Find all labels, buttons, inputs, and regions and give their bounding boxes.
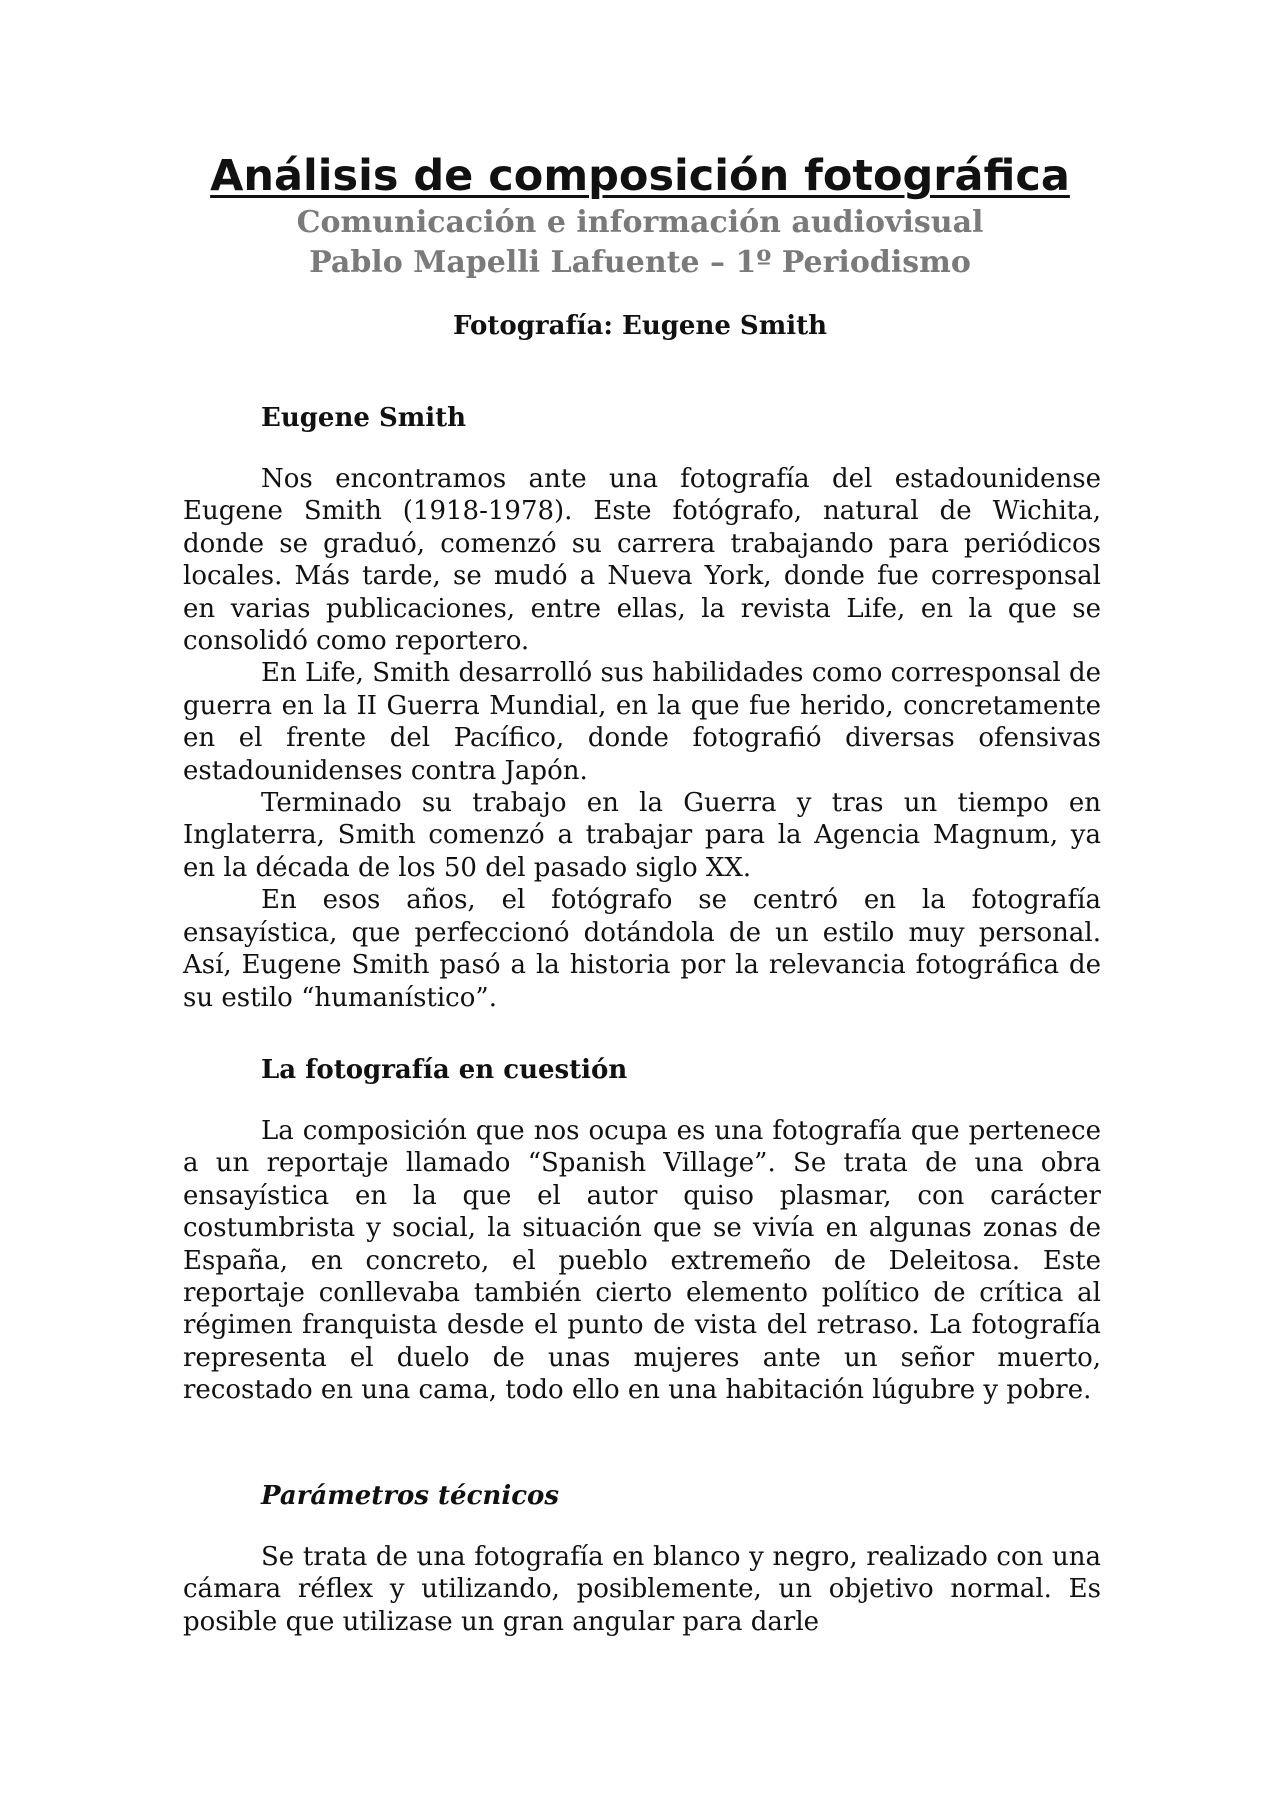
document-title: Análisis de composición fotográfica [210,151,1070,201]
photo-credit: Fotografía: Eugene Smith [452,311,828,341]
section-heading-photo-analysis: La fotografía en cuestión [261,1055,628,1085]
section-body-eugene-smith [183,463,1101,1014]
paragraph: Se trata de una fotografía en blanco y negro, realizado con una cámara réflex y utilizando, posiblemente, un objetivo normal. Es posible que utilizase un gran angular para darle [183,1542,1101,1637]
section-heading-technical-parameters: Parámetros técnicos [261,1481,560,1511]
section-heading-eugene-smith: Eugene Smith [261,403,467,433]
paragraph: Nos encontramos ante una fotografía del estadounidense Eugene Smith (1918-1978). Este fotógrafo, natural de Wichita, donde se graduó, comenzó su carrera trabajando para periódicos locales. Más tarde, se mudó a Nueva York, donde fue corresponsal en varias publicaciones, entre ellas, la revista Life, en la que se consolidó como reportero. [183,464,1101,657]
paragraph: Terminado su trabajo en la Guerra y tras un tiempo en Inglaterra, Smith comenzó a trabajar para la Agencia Magnum, ya en la década de los 50 del pasado siglo XX. [183,788,1101,883]
author-subtitle: Pablo Mapelli Lafuente – 1º Periodismo [309,245,971,280]
section-body-technical-parameters [183,1541,1101,1638]
paragraph: En Life, Smith desarrolló sus habilidades como corresponsal de guerra en la II Guerra Mundial, en la que fue herido, concretamente en el frente del Pacífico, donde fotografió diversas ofensivas estadounidenses contra Japón. [183,658,1101,786]
course-subtitle: Comunicación e información audiovisual [296,205,984,240]
paragraph: La composición que nos ocupa es una fotografía que pertenece a un reportaje llamado “Spanish Village”. Se trata de una obra ensayística en la que el autor quiso plasmar, con carácter costumbrista y social, la situación que se vivía en algunas zonas de España, en concreto, el pueblo extremeño de Deleitosa. Este reportaje conllevaba también cierto elemento político de crítica al régimen franquista desde el punto de vista del retraso. La fotografía representa el duelo de unas mujeres ante un señor muerto, recostado en una cama, todo ello en una habitación lúgubre y pobre. [183,1116,1101,1406]
section-body-photo-analysis [183,1115,1101,1407]
paragraph: En esos años, el fotógrafo se centró en la fotografía ensayística, que perfeccionó dotándola de un estilo muy personal. Así, Eugene Smith pasó a la historia por la relevancia fotográfica de su estilo “humanístico”. [183,885,1101,1013]
